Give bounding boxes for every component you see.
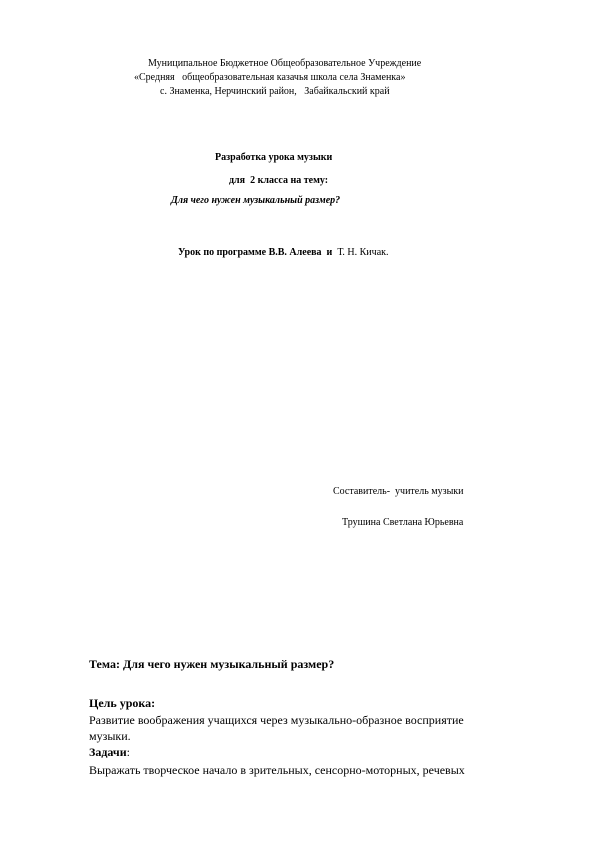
tasks-heading: Задачи xyxy=(89,745,127,759)
school-address: с. Знаменка, Нерчинский район, Забайкальский край xyxy=(160,86,390,97)
goal-text-line2: музыки. xyxy=(89,729,131,743)
program-authors: Т. Н. Кичак. xyxy=(332,247,389,258)
title-grade: для 2 класса на тему: xyxy=(229,175,329,186)
institution-name: Муниципальное Бюджетное Общеобразовательное Учреждение xyxy=(148,58,422,69)
lesson-topic: Тема: Для чего нужен музыкальный размер? xyxy=(89,657,335,671)
tasks-heading-line xyxy=(89,746,130,758)
program-bold: Урок по программе В.В. Алеева и xyxy=(178,247,333,258)
tasks-colon: : xyxy=(126,745,130,759)
school-name: «Средняя общеобразовательная казачья школа села Знаменка» xyxy=(134,72,406,83)
author-name: Трушина Светлана Юрьевна xyxy=(342,517,464,528)
program-line xyxy=(178,248,389,258)
goal-heading: Цель урока: xyxy=(89,696,156,710)
author-role: Составитель- учитель музыки xyxy=(333,486,464,497)
document-title: Разработка урока музыки xyxy=(215,152,333,163)
title-topic: Для чего нужен музыкальный размер? xyxy=(171,195,341,206)
tasks-text-line1: Выражать творческое начало в зрительных, сенсорно-моторных, речевых xyxy=(89,763,465,777)
goal-text-line1: Развитие воображения учащихся через музыкально-образное восприятие xyxy=(89,713,464,727)
